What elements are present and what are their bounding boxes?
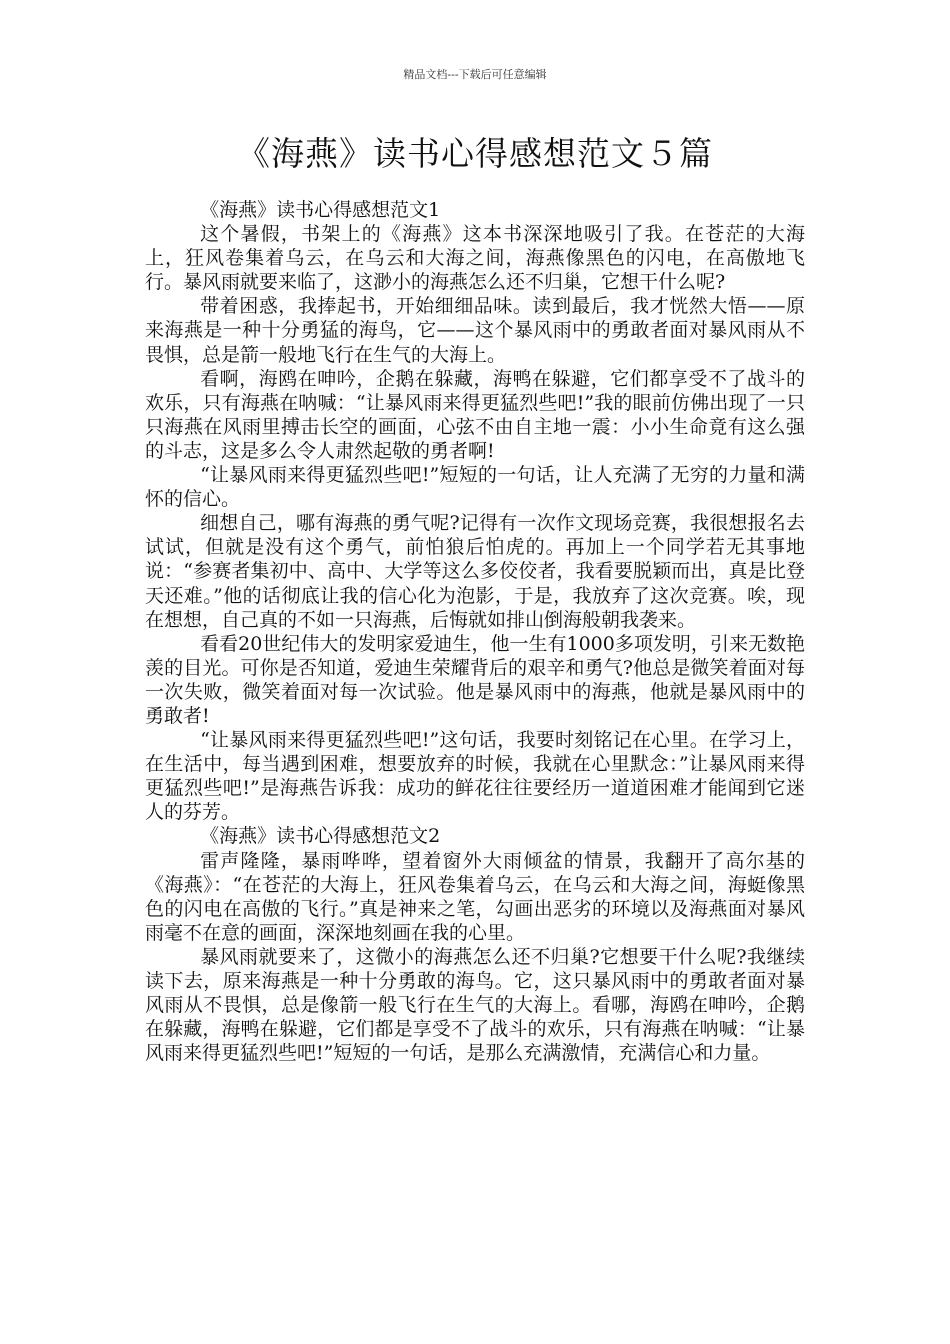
paragraph: 雷声隆隆，暴雨哗哗，望着窗外大雨倾盆的情景，我翻开了高尔基的《海燕》：“在苍茫的大海上，狂风卷集着乌云，在乌云和大海之间，海蜓像黑色的闪电在高傲的飞行。”真是神来之笔，勾画出恶劣的环境以及海燕面对暴风雨毫不在意的画面，深深地刻画在我的心里。 bbox=[145, 849, 805, 944]
paragraph: 看看20世纪伟大的发明家爱迪生，他一生有1000多项发明，引来无数艳羡的目光。可你是否知道，爱迪生荣耀背后的艰辛和勇气?他总是微笑着面对每一次失败，微笑着面对每一次试验。他是暴风雨中的海燕，他就是暴风雨中的勇敢者! bbox=[145, 632, 805, 727]
document-body bbox=[145, 198, 805, 1065]
paragraph: 细想自己，哪有海燕的勇气呢?记得有一次作文现场竞赛，我很想报名去试试，但就是没有这个勇气，前怕狼后怕虎的。再加上一个同学若无其事地说：“参赛者集初中、高中、大学等这么多佼佼者，我看要脱颖而出，真是比登天还难。”他的话彻底让我的信心化为泡影，于是，我放弃了这次竞赛。唉，现在想想，自己真的不如一只海燕，后悔就如排山倒海般朝我袭来。 bbox=[145, 512, 805, 631]
paragraph: “让暴风雨来得更猛烈些吧!”这句话，我要时刻铭记在心里。在学习上，在生活中，每当遇到困难，想要放弃的时候，我就在心里默念：”让暴风雨来得更猛烈些吧!”是海燕告诉我：成功的鲜花往往要经历一道道困难才能闻到它迷人的芬芳。 bbox=[145, 729, 805, 824]
paragraph: 暴风雨就要来了，这微小的海燕怎么还不归巢?它想要干什么呢?我继续读下去，原来海燕是一种十分勇敢的海鸟。它，这只暴风雨中的勇敢者面对暴风雨从不畏惧，总是像箭一般飞行在生气的大海上。看哪，海鸥在呻吟，企鹅在躲藏，海鸭在躲避，它们都是享受不了战斗的欢乐，只有海燕在呐喊：“让暴风雨来得更猛烈些吧!”短短的一句话，是那么充满激情，充满信心和力量。 bbox=[145, 945, 805, 1065]
page-header: 精品文档---下载后可任意编辑 bbox=[403, 68, 547, 81]
paragraph: 这个暑假，书架上的《海燕》这本书深深地吸引了我。在苍茫的大海上，狂风卷集着乌云，在乌云和大海之间，海燕像黑色的闪电，在高傲地飞行。暴风雨就要来临了，这渺小的海燕怎么还不归巢，它想干什么呢? bbox=[145, 223, 805, 294]
paragraph: 带着困惑，我捧起书，开始细细品味。读到最后，我才恍然大悟——原来海燕是一种十分勇猛的海鸟，它——这个暴风雨中的勇敢者面对暴风雨从不畏惧，总是箭一般地飞行在生气的大海上。 bbox=[145, 295, 805, 366]
document-title: 《海燕》读书心得感想范文５篇 bbox=[237, 134, 713, 173]
paragraph: 看啊，海鸥在呻吟，企鹅在躲藏，海鸭在躲避，它们都享受不了战斗的欢乐，只有海燕在呐喊：“让暴风雨来得更猛烈些吧!”我的眼前仿佛出现了一只只海燕在风雨里搏击长空的画面，心弦不由自主地一震：小小生命竟有这么强的斗志，这是多么令人肃然起敬的勇者啊! bbox=[145, 367, 805, 462]
section-heading: 《海燕》读书心得感想范文2 bbox=[200, 825, 441, 848]
paragraph: “让暴风雨来得更猛烈些吧!”短短的一句话，让人充满了无穷的力量和满怀的信心。 bbox=[145, 464, 805, 511]
section-heading: 《海燕》读书心得感想范文1 bbox=[200, 199, 441, 221]
